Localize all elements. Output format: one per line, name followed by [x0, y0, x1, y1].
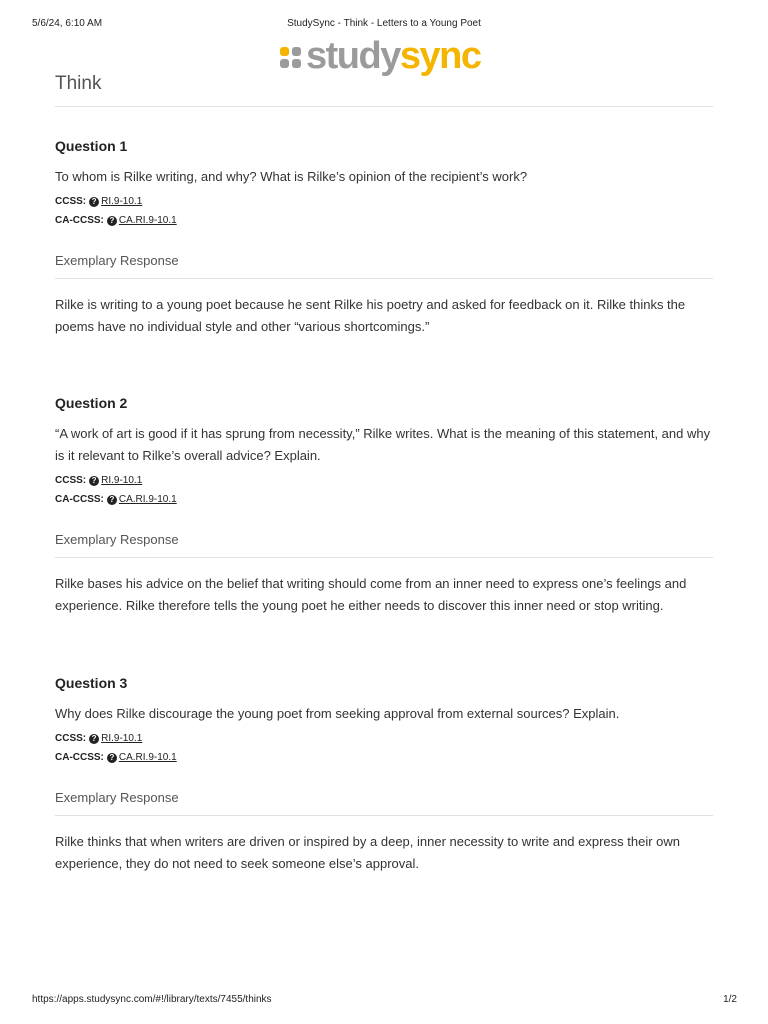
help-icon[interactable]: ? [107, 495, 117, 505]
print-date: 5/6/24, 6:10 AM [32, 18, 103, 29]
title-divider [55, 106, 713, 107]
help-icon[interactable]: ? [89, 197, 99, 207]
ca-ccss-label: CA-CCSS: [55, 215, 104, 226]
standards-list [55, 471, 713, 509]
question-text: Why does Rilke discourage the young poet from seeking approval from external sources? Explain. [55, 706, 620, 721]
response-divider [55, 815, 713, 816]
exemplary-response-text: Rilke thinks that when writers are driven or inspired by a deep, inner necessity to write and express their own experience, they do not need to seek someone else’s approval. [55, 834, 681, 871]
print-title: StudySync - Think - Letters to a Young Poet [287, 18, 481, 29]
help-icon[interactable]: ? [107, 216, 117, 226]
exemplary-response-text: Rilke bases his advice on the belief that writing should come from an inner need to express one’s feelings and experience. Rilke therefore tells the young poet he either needs to discover this inner need or stop writing. [55, 576, 687, 613]
question-block [55, 393, 713, 617]
page-title: Think [55, 73, 102, 94]
exemplary-response-text: Rilke is writing to a young poet because he sent Rilke his poetry and asked for feedback on it. Rilke thinks the poems have no individual style and other “various shortcomings.” [55, 297, 686, 334]
ccss-label: CCSS: [55, 196, 87, 207]
ccss-standard [55, 729, 713, 748]
question-block [55, 673, 713, 875]
logo-wordmark [306, 36, 480, 76]
print-footer [0, 994, 768, 1008]
ca-ccss-standard [55, 211, 713, 230]
ccss-link[interactable]: RI.9-10.1 [101, 733, 143, 744]
ca-ccss-link[interactable]: CA.RI.9-10.1 [118, 215, 177, 226]
exemplary-response-label: Exemplary Response [55, 532, 179, 547]
question-text: “A work of art is good if it has sprung from necessity,” Rilke writes. What is the meaning of this statement, and why is it relevant to Rilke’s overall advice? Explain. [55, 426, 711, 463]
page-url: https://apps.studysync.com/#!/library/texts/7455/thinks [32, 994, 272, 1005]
help-icon[interactable]: ? [89, 734, 99, 744]
response-divider [55, 557, 713, 558]
page-number: 1/2 [723, 994, 737, 1005]
standards-list [55, 729, 713, 767]
logo-dots-icon [280, 47, 301, 68]
studysync-logo[interactable] [280, 36, 480, 76]
ca-ccss-standard [55, 490, 713, 509]
exemplary-response-label: Exemplary Response [55, 253, 179, 268]
question-block [55, 136, 713, 338]
question-heading: Question 1 [55, 138, 128, 154]
print-header [0, 18, 768, 32]
ccss-label: CCSS: [55, 475, 87, 486]
ca-ccss-link[interactable]: CA.RI.9-10.1 [118, 494, 177, 505]
help-icon[interactable]: ? [107, 753, 117, 763]
ccss-label: CCSS: [55, 733, 87, 744]
ccss-standard [55, 192, 713, 211]
question-text: To whom is Rilke writing, and why? What is Rilke’s opinion of the recipient’s work? [55, 169, 528, 184]
help-icon[interactable]: ? [89, 476, 99, 486]
standards-list [55, 192, 713, 230]
response-divider [55, 278, 713, 279]
ca-ccss-label: CA-CCSS: [55, 494, 104, 505]
logo-sync-text: sync [399, 35, 481, 77]
ccss-link[interactable]: RI.9-10.1 [101, 196, 143, 207]
question-heading: Question 2 [55, 395, 128, 411]
ccss-standard [55, 471, 713, 490]
ca-ccss-standard [55, 748, 713, 767]
ccss-link[interactable]: RI.9-10.1 [101, 475, 143, 486]
ca-ccss-link[interactable]: CA.RI.9-10.1 [118, 752, 177, 763]
exemplary-response-label: Exemplary Response [55, 790, 179, 805]
logo-study-text: study [306, 35, 400, 77]
question-heading: Question 3 [55, 675, 128, 691]
ca-ccss-label: CA-CCSS: [55, 752, 104, 763]
